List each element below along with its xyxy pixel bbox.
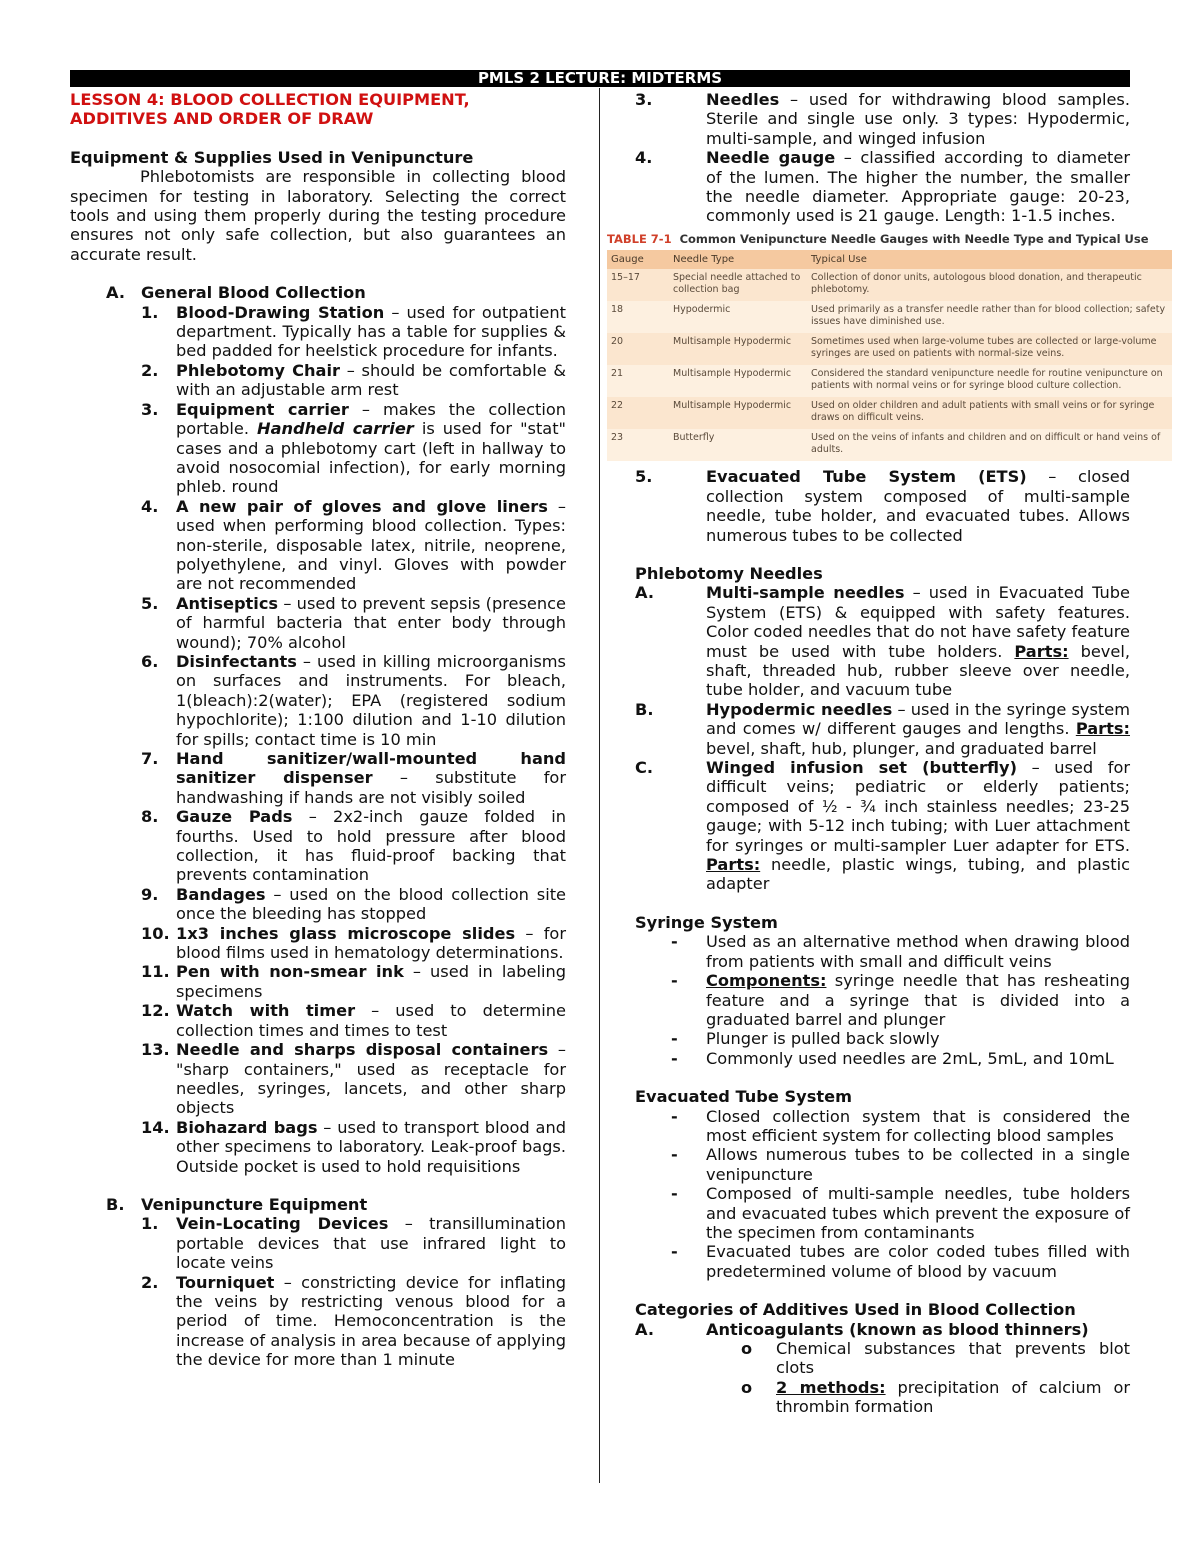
table-header-gauge: Gauge <box>611 253 644 265</box>
general-item-text: – used to prevent sepsis (presence of harmful bacteria that enter body through wound); 70% alcohol <box>176 593 566 652</box>
anticoagulant-bullets <box>741 1339 1130 1417</box>
general-item-text: – for blood films used in hematology determinations. <box>176 923 566 963</box>
right-column <box>607 90 1166 1417</box>
page-header: PMLS 2 LECTURE: MIDTERMS <box>70 70 1130 87</box>
ets-item <box>671 1242 1130 1281</box>
general-item-term: Pen with non-smear ink <box>176 962 404 982</box>
general-item-number: 3. <box>141 399 159 419</box>
syringe-bullet: - <box>671 971 678 991</box>
general-item-term: Disinfectants <box>176 651 297 671</box>
general-item-text: – used on the blood collection site once the bleeding has stopped <box>176 884 566 924</box>
table-cell-type: Special needle attached to collection bag <box>673 272 801 295</box>
general-item-term: Blood-Drawing Station <box>176 302 385 322</box>
table-row <box>607 397 1172 429</box>
general-item-item <box>141 652 566 749</box>
needle-type-term: Hypodermic needles <box>706 699 893 719</box>
venipuncture-item-item <box>635 467 1131 545</box>
table-cell-gauge: 21 <box>611 368 624 380</box>
general-item-number: 4. <box>141 496 159 516</box>
general-item-text: – used in labeling specimens <box>176 962 566 1001</box>
ets-list <box>671 1107 1130 1282</box>
venipuncture-item-term: Evacuated Tube System (ETS) <box>706 467 1027 487</box>
venipuncture-item-item <box>635 90 1130 148</box>
lesson-title-line1: LESSON 4: BLOOD COLLECTION EQUIPMENT, <box>70 90 470 109</box>
needle-type-number: B. <box>635 699 654 719</box>
general-item-text: – 2x2-inch gauze folded in fourths. Used to hold pressure after blood collection, it has fluid-proof backing that prevents contamination <box>176 807 566 885</box>
section-b-list-left <box>141 1214 566 1369</box>
needle-type-parts-text: bevel, shaft, hub, plunger, and graduated barrel <box>706 738 1097 758</box>
section-b-list-ets <box>635 467 1131 545</box>
needle-type-item <box>635 758 1130 894</box>
needle-type-parts-label: Parts: <box>706 855 761 875</box>
needle-type-text: – used in the syringe system and comes w/ different gauges and lengths. <box>706 699 1130 739</box>
needle-type-parts-text: bevel, shaft, threaded hub, rubber sleeve over needle, tube holder, and vacuum tube <box>706 641 1130 700</box>
column-divider <box>599 88 600 1483</box>
anticoagulants-row <box>635 1319 1130 1339</box>
table-cell-type: Multisample Hypodermic <box>673 368 792 380</box>
venipuncture-item-number: 5. <box>635 467 653 487</box>
general-item-term: Phlebotomy Chair <box>176 360 340 380</box>
general-item-term: Equipment carrier <box>176 399 349 419</box>
general-item-number: 2. <box>141 360 159 380</box>
general-item-text2: is used for "stat" cases and a phlebotomy cart (left in hallway to avoid nosocomial infection), for early morning phleb. round <box>176 419 567 497</box>
general-item-number: 14. <box>141 1117 170 1137</box>
general-item-item <box>141 1118 566 1176</box>
table-cell-type: Multisample Hypodermic <box>673 336 792 348</box>
general-item-item <box>141 594 566 652</box>
general-item-term: Hand sanitizer/wall-mounted hand sanitizer dispenser <box>176 749 566 788</box>
table-header-type: Needle Type <box>673 253 735 265</box>
needle-type-number: C. <box>635 758 654 778</box>
general-item-item <box>141 1001 566 1040</box>
general-item-item <box>141 885 566 924</box>
anticoagulant-text: Chemical substances that prevents blot clots <box>776 1339 1130 1378</box>
general-item-term: Biohazard bags <box>176 1117 318 1137</box>
venipuncture-item-number: 4. <box>635 148 653 168</box>
needle-type-item <box>635 699 1130 758</box>
section-a-title: General Blood Collection <box>141 283 366 303</box>
intro-paragraph: Phlebotomists are responsible in collecting blood specimen for testing in laboratory. Selecting the correct tools and using them properly during the testing procedure ensures not only safe collection, but also guarantees an accurate result. <box>70 167 566 264</box>
venipuncture-item-term: Vein-Locating Devices <box>176 1214 389 1234</box>
equipment-heading: Equipment & Supplies Used in Venipuncture <box>70 147 474 167</box>
venipuncture-item-number: 1. <box>141 1214 159 1234</box>
table-cell-use: Used on the veins of infants and children and on difficult or hand veins of adults. <box>811 432 1161 455</box>
additives-heading: Categories of Additives Used in Blood Collection <box>635 1300 1076 1320</box>
general-item-text: – used to transport blood and other specimens to laboratory. Leak-proof bags. Outside pocket is used to hold requisitions <box>176 1117 566 1176</box>
general-item-term: Gauze Pads <box>176 807 293 827</box>
ets-bullet: - <box>671 1242 678 1262</box>
syringe-text: Commonly used needles are 2mL, 5mL, and 10mL <box>706 1048 1114 1068</box>
general-item-number: 8. <box>141 807 159 827</box>
venipuncture-item-text: – constricting device for inflating the veins by restricting venous blood for a period of time. Hemoconcentration is the increase of analysis in area because of applying the device for more than 1 minute <box>176 1272 566 1370</box>
syringe-text: Plunger is pulled back slowly <box>706 1029 940 1049</box>
venipuncture-item-number: 2. <box>141 1272 159 1292</box>
general-item-term: Watch with timer <box>176 1001 356 1021</box>
ets-text: Allows numerous tubes to be collected in a single venipuncture <box>706 1145 1130 1184</box>
general-item-text: – used when performing blood collection. Types: non-sterile, disposable latex, nitrile, neoprene, polyethylene, and vinyl. Gloves with powder are not recommended <box>176 496 566 594</box>
table-row <box>607 333 1172 365</box>
needle-type-item <box>635 583 1130 700</box>
anticoagulant-label: 2 methods: <box>776 1377 886 1397</box>
anticoagulant-text: precipitation of calcium or thrombin formation <box>776 1377 1131 1417</box>
general-item-text: – used to determine collection times and times to test <box>176 1001 566 1040</box>
table-cell-gauge: 20 <box>611 336 624 348</box>
venipuncture-item-number: 3. <box>635 90 653 109</box>
venipuncture-item-text: – classified according to diameter of the lumen. The higher the number, the smaller the needle diameter. Appropriate gauge: 20-23, commonly used is 21 gauge. Length: 1-1.5 inches. <box>706 148 1130 226</box>
needle-gauge-table <box>607 232 1172 462</box>
general-item-number: 12. <box>141 1001 170 1021</box>
general-item-term: A new pair of gloves and glove liners <box>176 496 548 516</box>
syringe-item <box>671 1029 1130 1048</box>
syringe-item <box>671 971 1130 1029</box>
syringe-bullet: - <box>671 1048 678 1068</box>
needle-type-parts-text: needle, plastic wings, tubing, and plastic adapter <box>706 855 1130 894</box>
table-header-row <box>607 250 1172 270</box>
general-item-text: – used for outpatient department. Typically has a table for supplies & bed padded for heelstick procedure for infants. <box>176 302 566 361</box>
needles-heading: Phlebotomy Needles <box>635 563 823 583</box>
ets-text: Evacuated tubes are color coded tubes filled with predetermined volume of blood by vacuum <box>706 1242 1130 1281</box>
needle-type-term: Winged infusion set (butterfly) <box>706 758 1017 778</box>
venipuncture-item-term: Tourniquet <box>176 1272 275 1292</box>
general-item-text: – should be comfortable & with an adjustable arm rest <box>176 360 566 400</box>
anticoagulants-title: Anticoagulants (known as blood thinners) <box>706 1319 1089 1339</box>
general-item-term: Needle and sharps disposal containers <box>176 1040 549 1060</box>
venipuncture-item-item <box>141 1214 566 1272</box>
section-a <box>106 283 566 302</box>
table-title: Common Venipuncture Needle Gauges with Needle Type and Typical Use <box>679 231 1149 246</box>
ets-bullet: - <box>671 1184 678 1204</box>
syringe-bullet: - <box>671 1029 678 1049</box>
ets-heading: Evacuated Tube System <box>635 1087 852 1107</box>
table-row <box>607 429 1172 461</box>
syringe-text: Used as an alternative method when drawing blood from patients with small and difficult veins <box>706 932 1130 971</box>
needle-type-text: – used for difficult veins; pediatric or elderly patients; composed of ½ - ¾ inch stainless needles; 23-25 gauge; with 5-12 inch tubing; with Luer attachment for syringes or multi-sampler Luer adapter for ETS. <box>706 758 1130 855</box>
section-b-list-right <box>635 90 1130 226</box>
venipuncture-item-text: – used for withdrawing blood samples. Sterile and single use only. 3 types: Hypodermic, multi-sample, and winged infusion <box>706 90 1130 148</box>
general-item-number: 11. <box>141 962 170 982</box>
general-item-term: Antiseptics <box>176 593 279 613</box>
table-header-use: Typical Use <box>811 253 867 265</box>
general-item-item <box>141 1040 566 1118</box>
anticoagulant-item <box>741 1378 1130 1417</box>
general-item-term: Bandages <box>176 884 266 904</box>
table-cell-gauge: 22 <box>611 400 624 412</box>
general-item-number: 5. <box>141 593 159 613</box>
table-cell-use: Sometimes used when large-volume tubes are collected or large-volume syringes are used on patients with normal-size veins. <box>811 336 1157 359</box>
section-b-title: Venipuncture Equipment <box>141 1194 368 1214</box>
table-row <box>607 269 1172 301</box>
ets-text: Closed collection system that is considered the most efficient system for collecting blood samples <box>706 1106 1130 1145</box>
general-item-item <box>141 962 566 1001</box>
syringe-heading: Syringe System <box>635 912 778 932</box>
general-item-number: 9. <box>141 884 159 904</box>
venipuncture-item-item <box>141 1273 566 1370</box>
section-a-label: A. <box>106 283 125 303</box>
general-item-item <box>141 924 566 963</box>
general-item-number: 1. <box>141 302 159 322</box>
table-cell-type: Hypodermic <box>673 304 731 316</box>
anticoagulant-item <box>741 1339 1130 1378</box>
ets-bullet: - <box>671 1145 678 1165</box>
general-item-term2: Handheld carrier <box>257 419 414 439</box>
lesson-title-line2: ADDITIVES AND ORDER OF DRAW <box>70 109 374 129</box>
general-item-item <box>141 807 566 885</box>
venipuncture-item-term: Needles <box>706 90 780 109</box>
syringe-item <box>671 1049 1130 1068</box>
table-cell-gauge: 23 <box>611 432 624 444</box>
general-item-text: – "sharp containers," used as receptacle for needles, syringes, lancets, and other sharp objects <box>176 1040 566 1118</box>
general-item-number: 13. <box>141 1040 170 1060</box>
table-cell-use: Used primarily as a transfer needle rather than for blood collection; safety issues have diminished use. <box>811 304 1166 327</box>
general-item-number: 7. <box>141 749 159 768</box>
needles-list <box>635 583 1130 894</box>
table-cell-use: Used on older children and adult patients with small veins or for syringe draws on difficult veins. <box>811 400 1155 423</box>
venipuncture-item-term: Needle gauge <box>706 148 836 168</box>
table-cell-use: Considered the standard venipuncture needle for routine venipuncture on patients with normal veins or for syringe blood culture collection. <box>811 368 1163 391</box>
table-cell-type: Butterfly <box>673 432 715 444</box>
section-a-list <box>141 303 566 1176</box>
needle-type-term: Multi-sample needles <box>706 583 905 603</box>
general-item-number: 10. <box>141 923 170 943</box>
venipuncture-item-item <box>635 148 1130 226</box>
venipuncture-item-text: – transillumination portable devices that use infrared light to locate veins <box>176 1214 566 1273</box>
syringe-list <box>671 932 1130 1068</box>
ets-item <box>671 1145 1130 1184</box>
ets-bullet: - <box>671 1106 678 1126</box>
table-number: TABLE 7-1 <box>607 231 672 246</box>
ets-text: Composed of multi-sample needles, tube holders and evacuated tubes which prevent the exposure of the specimen from contaminants <box>706 1184 1130 1242</box>
table-row <box>607 365 1172 397</box>
syringe-text: syringe needle that has resheating feature and a syringe that is divided into a graduated barrel and plunger <box>706 971 1130 1029</box>
syringe-item <box>671 932 1130 971</box>
ets-item <box>671 1184 1130 1242</box>
venipuncture-item-text: – closed collection system composed of multi-sample needle, tube holder, and evacuated tubes. Allows numerous tubes to be collected <box>706 467 1131 545</box>
general-item-number: 6. <box>141 651 159 671</box>
general-item-item <box>141 497 566 594</box>
needle-type-parts-label: Parts: <box>1075 719 1130 739</box>
general-item-item <box>141 361 566 400</box>
table-cell-type: Multisample Hypodermic <box>673 400 792 412</box>
needle-type-parts-label: Parts: <box>1014 641 1069 661</box>
anticoagulant-bullet: o <box>741 1339 753 1358</box>
general-item-text: – used in killing microorganisms on surfaces and instruments. For bleach, 1(bleach):2(water); EPA (registered sodium hypochlorite); 1:100 dilution and 1-10 dilution for spills; contact time is 10 min <box>176 651 566 749</box>
table-cell-gauge: 15–17 <box>611 272 640 284</box>
general-item-text: – makes the collection portable. <box>176 399 566 439</box>
general-item-item <box>141 400 566 497</box>
general-item-item <box>141 749 566 807</box>
table-row <box>607 301 1172 333</box>
general-item-text: – substitute for handwashing if hands are not visibly soiled <box>176 768 566 807</box>
left-column <box>70 90 566 1370</box>
section-b <box>106 1195 566 1214</box>
needle-type-text: – used in Evacuated Tube System (ETS) & equipped with safety features. Color coded needles that do not have safety feature must be used with tube holders. <box>706 583 1130 661</box>
syringe-bullet: - <box>671 932 678 952</box>
anticoagulants-label: A. <box>635 1319 654 1339</box>
general-item-term: 1x3 inches glass microscope slides <box>176 923 516 943</box>
general-item-item <box>141 303 566 361</box>
anticoagulant-bullet: o <box>741 1377 753 1397</box>
needle-type-number: A. <box>635 583 654 603</box>
table-cell-use: Collection of donor units, autologous blood donation, and therapeutic phlebotomy. <box>811 272 1142 295</box>
table-cell-gauge: 18 <box>611 304 624 316</box>
syringe-label: Components: <box>706 971 827 991</box>
section-b-label: B. <box>106 1194 125 1214</box>
ets-item <box>671 1107 1130 1146</box>
